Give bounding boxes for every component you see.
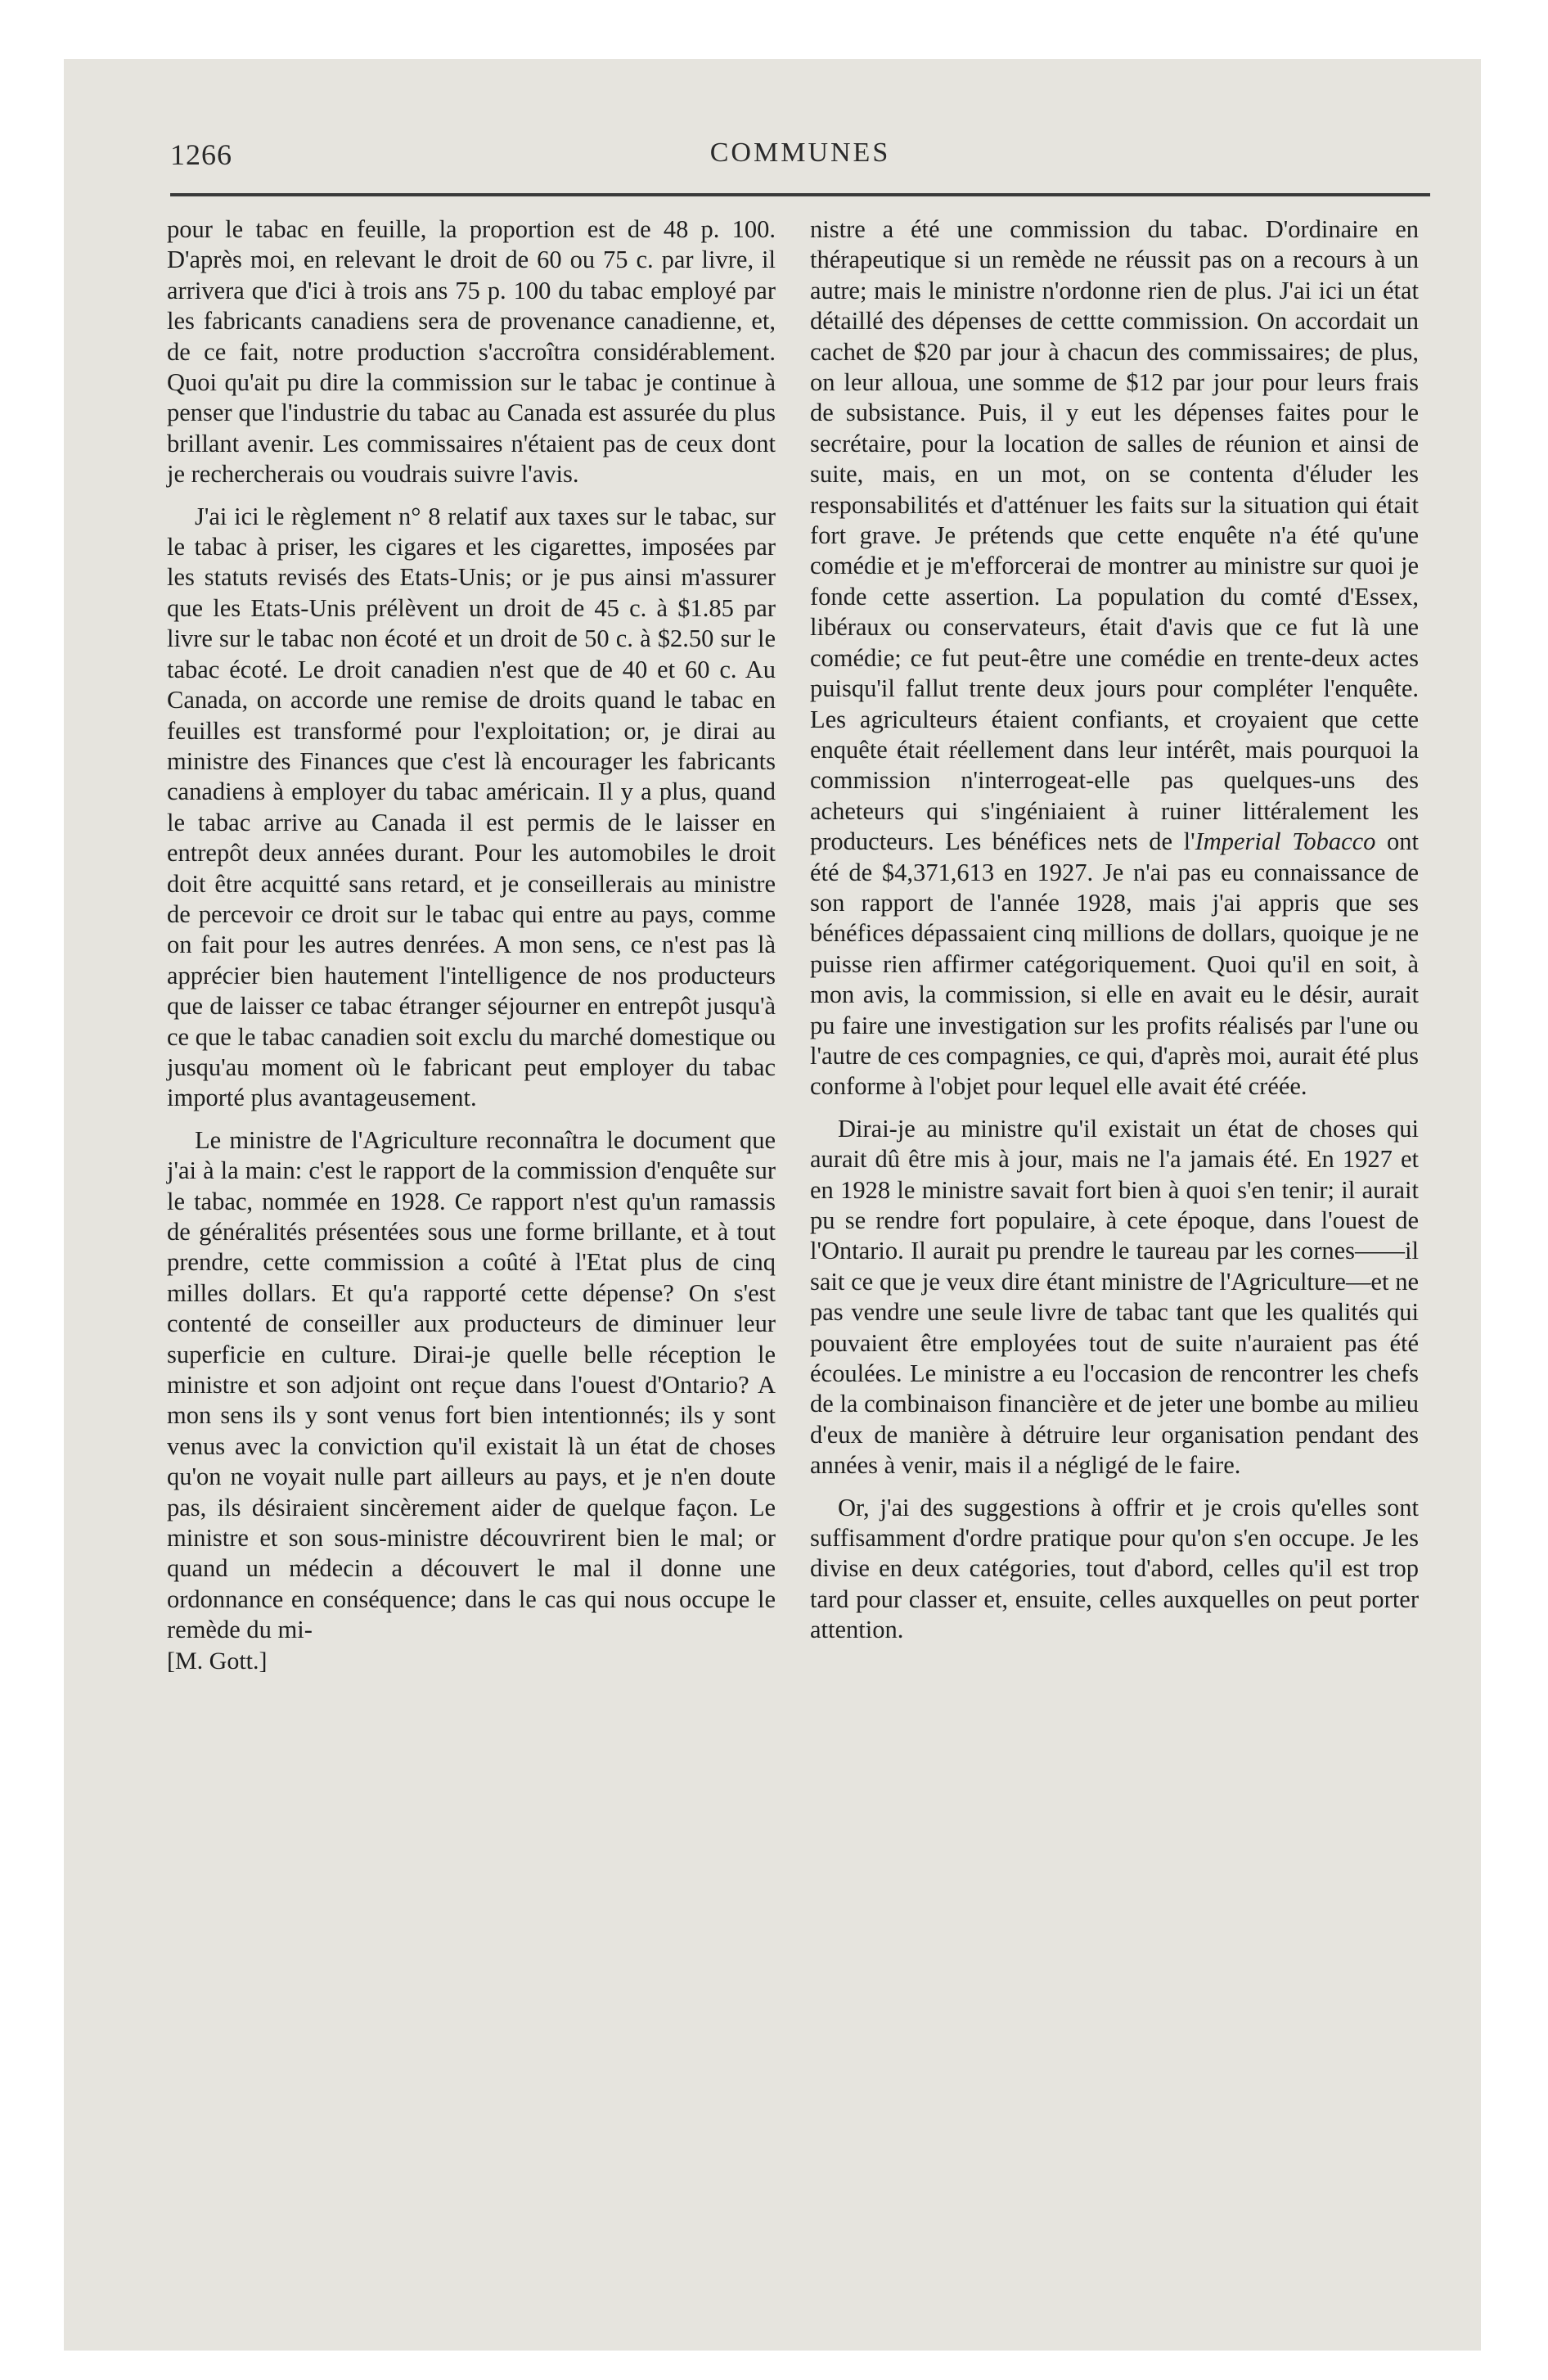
page-header	[170, 137, 1430, 187]
paragraph: Or, j'ai des suggestions à offrir et je crois qu'elles sont suffisamment d'ordre pratique pour qu'on s'en occupe. Je les divise en deux catégories, tout d'abord, celles qu'il est trop tard pour classer et, ensuite, celles auxquelles on peut porter attention.	[810, 1493, 1419, 1644]
page-number: 1266	[170, 138, 232, 171]
speaker-signature: [M. Gott.]	[167, 1647, 268, 1675]
paragraph-text: nistre a été une commission du tabac. D'ordinaire en thérapeutique si un remède ne réussit pas on a recours à un autre; mais le ministre n'ordonne rien de plus. J'ai ici un état détaillé des dépenses de cettte commission. On accordait un cachet de $20 par jour à chacun des commissaires; de plus, on leur alloua, une somme de $12 par jour pour leurs frais de subsistance. Puis, il y eut les dépenses faites pour le secrétaire, pour la location de salles de réunion et ainsi de suite, mais, en un mot, on se contenta d'éluder les responsabilités et d'atténuer les faits sur la situation qui était fort grave. Je prétends que cette enquête n'a été qu'une comédie et je m'efforcerai de montrer au ministre sur quoi je fonde cette assertion. La population du comté d'Essex, libéraux ou conservateurs, était d'avis que ce fut là une comédie; ce fut peut-être une comédie en trente-deux actes puisqu'il fallut trente deux jours pour compléter l'enquête. Les agriculteurs étaient confiants, et croyaient que cette enquête était réellement dans leur intérêt, mais pourquoi la commission n'interrogeat-elle pas quelques-uns des acheteurs qui s'ingéniaient à ruiner littéralement les producteurs. Les bénéfices nets de l'	[810, 215, 1419, 856]
paragraph: J'ai ici le règlement n° 8 relatif aux taxes sur le tabac, sur le tabac à priser, les cigares et les cigarettes, imposées par les statuts revisés des Etats-Unis; or je pus ainsi m'assurer que les Etats-Unis prélèvent un droit de 45 c. à $1.85 par livre sur le tabac non écoté et un droit de 50 c. à $2.50 sur le tabac écoté. Le droit canadien n'est que de 40 et 60 c. Au Canada, on accorde une remise de droits quand le tabac en feuilles est transformé pour l'exploitation; or, je dirai au ministre des Finances que c'est là encourager les fabricants canadiens à employer du tabac américain. Il y a plus, quand le tabac arrive au Canada il est permis de le laisser en entrepôt deux années durant. Pour les automobiles le droit doit être acquitté sans retard, et je conseillerais au ministre de percevoir ce droit sur le tabac qui entre au pays, comme on fait pour les autres denrées. A mon sens, ce n'est pas là apprécier bien hautement l'intelligence de nos producteurs que de laisser ce tabac étranger séjourner en entrepôt jusqu'à ce que le tabac canadien soit exclu du marché domestique ou jusqu'au moment où le fabricant peut employer du tabac importé plus avantageusement.	[167, 502, 776, 1112]
right-column	[810, 214, 1419, 1646]
paragraph: pour le tabac en feuille, la proportion est de 48 p. 100. D'après moi, en relevant le droit de 60 ou 75 c. par livre, il arrivera que d'ici à trois ans 75 p. 100 du tabac employé par les fabricants canadiens sera de provenance canadienne, et, de ce fait, notre production s'accroîtra considérablement. Quoi qu'ait pu dire la commission sur le tabac je continue à penser que l'industrie du tabac au Canada est assurée du plus brillant avenir. Les commissaires n'étaient pas de ceux dont je rechercherais ou voudrais suivre l'avis.	[167, 215, 776, 489]
company-name: Imperial Tobacco	[1195, 827, 1376, 856]
header-rule	[170, 193, 1430, 196]
paragraph-text: ont été de $4,371,613 en 1927. Je n'ai pas eu connaissance de son rapport de l'année 1928, mais j'ai appris que ses bénéfices dépassaient cinq millions de dollars, quoique je ne puisse rien affirmer catégoriquement. Quoi qu'il en soit, à mon avis, la commission, si elle en avait eu le désir, aurait pu faire une investigation sur les profits réalisés par l'une ou l'autre de ces compagnies, ce qui, d'après moi, aurait été plus conforme à l'objet pour lequel elle avait été créée.	[810, 827, 1419, 1101]
paragraph: Le ministre de l'Agriculture reconnaîtra le document que j'ai à la main: c'est le rapport de la commission d'enquête sur le tabac, nommée en 1928. Ce rapport n'est qu'un ramassis de généralités présentées sous une forme brillante, et à tout prendre, cette commission a coûté à l'Etat plus de cinq milles dollars. Et qu'a rapporté cette dépense? On s'est contenté de conseiller aux producteurs de diminuer leur superficie en culture. Dirai-je quelle belle réception le ministre et son adjoint ont reçue dans l'ouest d'Ontario? A mon sens ils y sont venus fort bien intentionnés; ils y sont venus avec la conviction qu'il existait là un état de choses qu'on ne voyait nulle part ailleurs au pays, et je n'en doute pas, ils désiraient sincèrement aider de quelque façon. Le ministre et son sous-ministre découvrirent bien le mal; or quand un médecin a découvert le mal il donne une ordonnance en conséquence; dans le cas qui nous occupe le remède du mi-	[167, 1125, 776, 1644]
paragraph	[810, 214, 1419, 1102]
running-head: COMMUNES	[709, 137, 891, 168]
paragraph: Dirai-je au ministre qu'il existait un état de choses qui aurait dû être mis à jour, mais ne l'a jamais été. En 1927 et en 1928 le ministre savait fort bien à quoi s'en tenir; il aurait pu se rendre fort populaire, à cete époque, dans l'ouest de l'Ontario. Il aurait pu prendre le taureau par les cornes——il sait ce que je veux dire étant ministre de l'Agriculture—et ne pas vendre une seule livre de tabac tant que les qualités qui pouvaient être employées tout de suite n'auraient pas été écoulées. Le ministre a eu l'occasion de rencontrer les chefs de la combinaison financière et de jeter une bombe au milieu d'eux de manière à détruire leur organisation pendant des années à venir, mais il a négligé de le faire.	[810, 1114, 1419, 1480]
left-column	[167, 214, 776, 1676]
